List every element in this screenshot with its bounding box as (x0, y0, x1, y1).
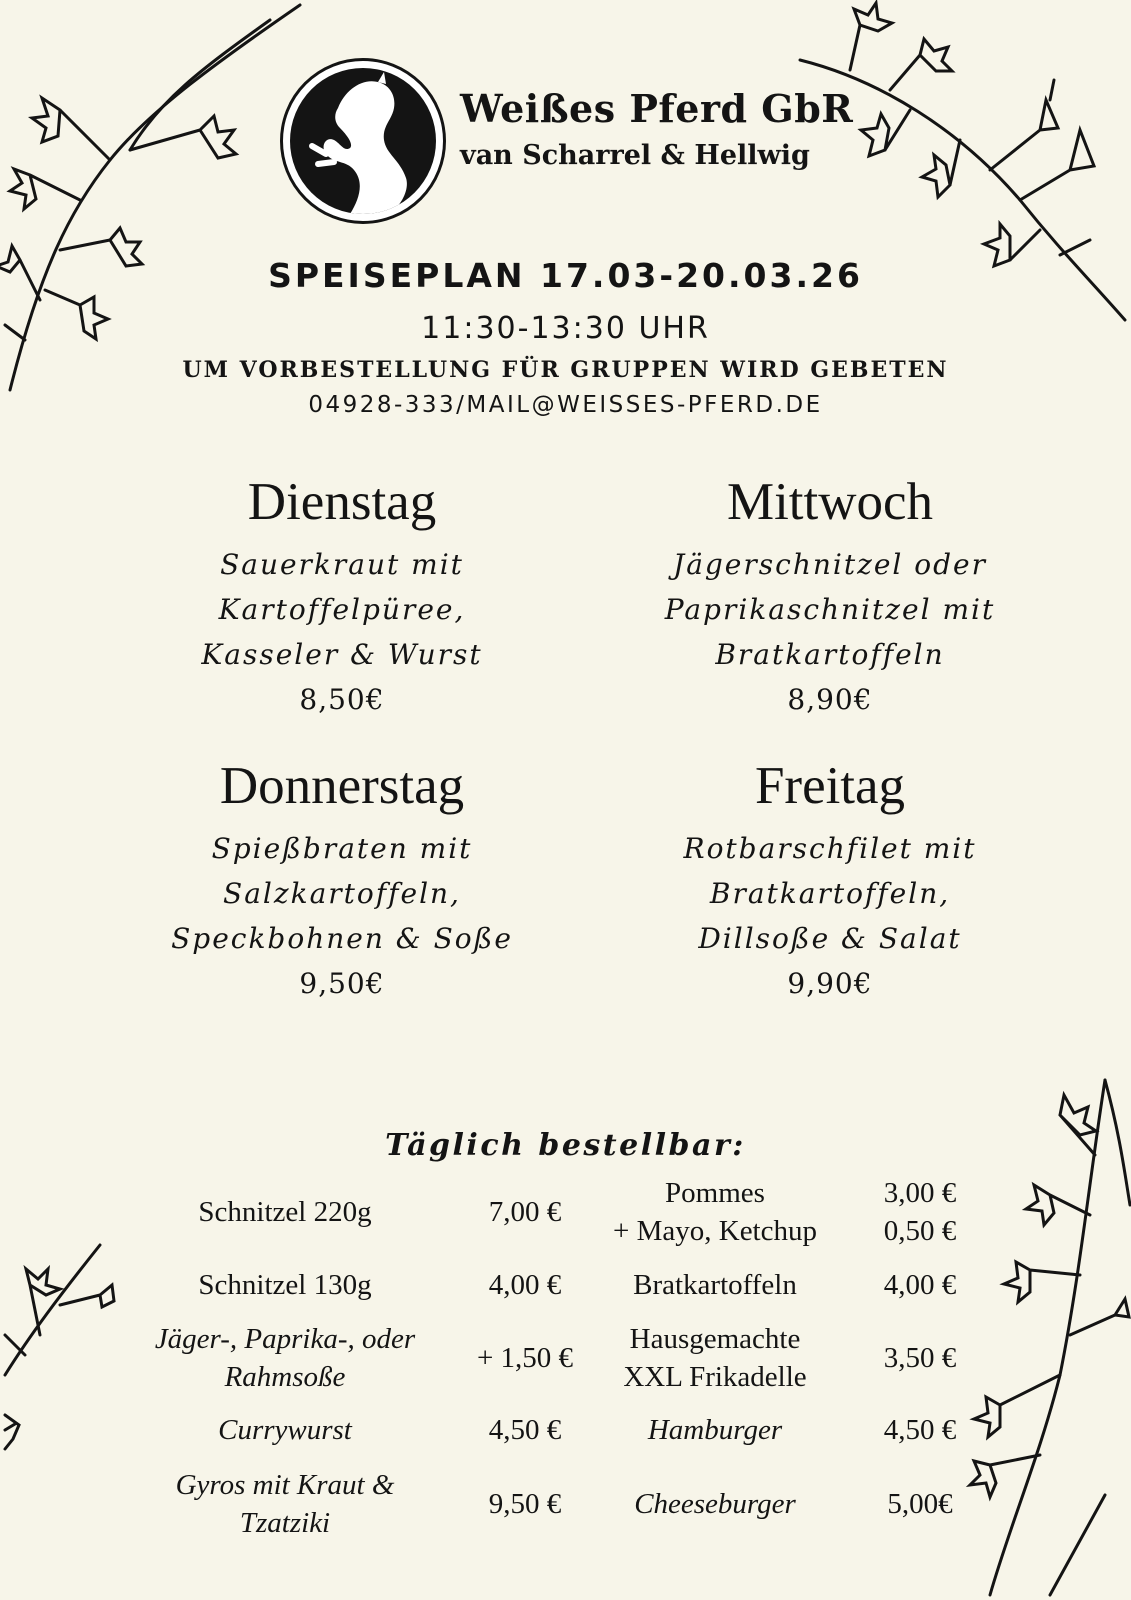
opening-hours: 11:30-13:30 UHR (421, 311, 710, 346)
day-name: Freitag (754, 757, 906, 815)
daily-price-right: 4,50 € (883, 1414, 957, 1446)
group-order-note: UM VORBESTELLUNG FÜR GRUPPEN WIRD GEBETEN (182, 357, 949, 383)
day-price: 9,90€ (787, 967, 873, 1000)
day-dish: Sauerkraut mit Kartoffelpüree, Kasseler & Wurst (201, 548, 483, 671)
day-card-wednesday (595, 470, 1065, 722)
daily-item-left: Gyros mit Kraut & Tzatziki (175, 1469, 395, 1539)
daily-price-left: 4,00 € (488, 1269, 562, 1301)
daily-item-left: Currywurst (218, 1414, 352, 1446)
daily-item-left: Schnitzel 130g (198, 1269, 372, 1301)
menu-title: SPEISEPLAN 17.03-20.03.26 (268, 256, 863, 295)
brand-subtitle: van Scharrel & Hellwig (460, 140, 810, 171)
horse-icon (290, 68, 436, 214)
daily-price-right: 5,00€ (887, 1488, 953, 1520)
daily-item-right: Pommes + Mayo, Ketchup (612, 1177, 817, 1247)
day-name: Mittwoch (726, 473, 934, 531)
day-price: 8,50€ (299, 683, 385, 716)
day-name: Donnerstag (219, 757, 465, 815)
day-price: 9,50€ (299, 967, 385, 1000)
daily-item-right: Bratkartoffeln (633, 1269, 797, 1301)
daily-price-left: + 1,50 € (476, 1342, 574, 1374)
daily-price-left: 9,50 € (488, 1488, 562, 1520)
contact-info: 04928-333/MAIL@WEISSES-PFERD.DE (308, 392, 823, 418)
day-dish: Jägerschnitzel oder Paprikaschnitzel mit Bratkartoffeln (664, 548, 996, 671)
day-card-friday (595, 754, 1065, 1006)
daily-item-left: Schnitzel 220g (198, 1196, 372, 1228)
daily-item-right: Hamburger (647, 1414, 783, 1446)
daily-item-left: Jäger-, Paprika-, oder Rahmsoße (154, 1323, 416, 1393)
daily-item-right: Cheeseburger (634, 1488, 796, 1520)
daily-price-left: 4,50 € (488, 1414, 562, 1446)
daily-item-right: Hausgemachte XXL Frikadelle (623, 1323, 807, 1393)
day-name: Dienstag (247, 473, 437, 531)
daily-price-right: 4,00 € (883, 1269, 957, 1301)
daily-price-right: 3,00 € 0,50 € (883, 1177, 957, 1247)
horse-logo (280, 58, 446, 224)
floral-branch-bottom-left (0, 1225, 120, 1465)
daily-price-left: 7,00 € (488, 1196, 562, 1228)
day-dish: Rotbarschfilet mit Bratkartoffeln, Dillsoße & Salat (683, 832, 977, 955)
day-price: 8,90€ (787, 683, 873, 716)
day-dish: Spießbraten mit Salzkartoffeln, Speckbohnen & Soße (171, 832, 513, 955)
brand-name: Weißes Pferd GbR (460, 86, 854, 131)
daily-price-right: 3,50 € (883, 1342, 957, 1374)
day-card-thursday (107, 754, 577, 1006)
day-card-tuesday (107, 470, 577, 722)
daily-menu-title: Täglich bestellbar: (385, 1128, 746, 1163)
